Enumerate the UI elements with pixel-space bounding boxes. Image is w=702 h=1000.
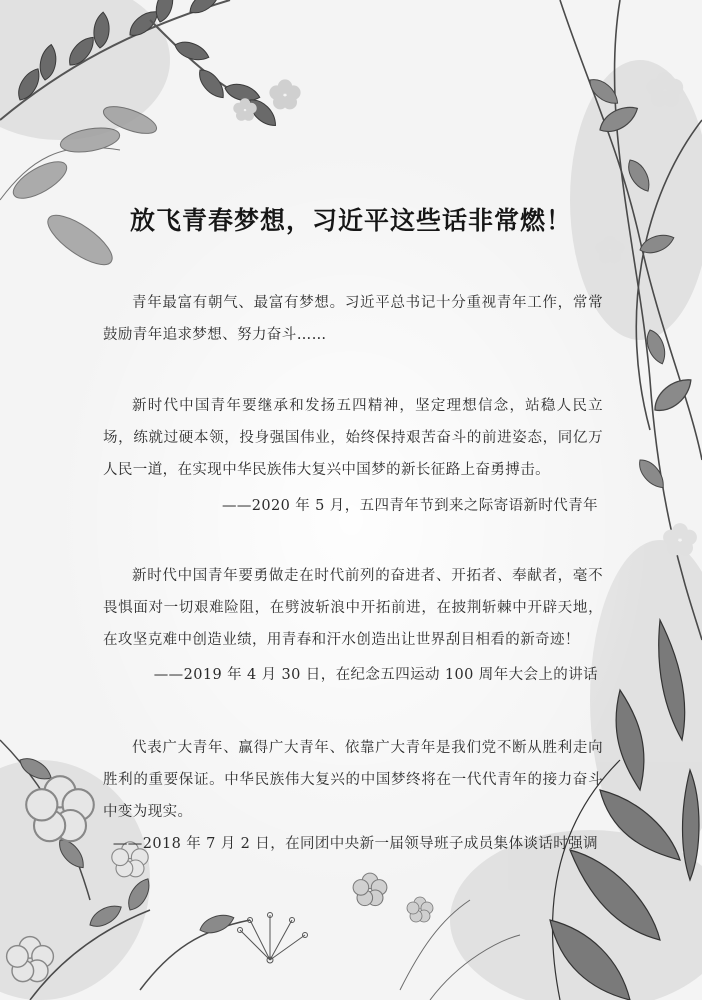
quote-1-text: 新时代中国青年要继承和发扬五四精神，坚定理想信念，站稳人民立场，练就过硬本领，投身强国伟业，始终保持艰苦奋斗的前进姿态，同亿万人民一道，在实现中华民族伟大复兴中国梦的新长征路上奋勇搏击。 (103, 398, 603, 478)
quote-2-source: ——2019 年 4 月 30 日，在纪念五四运动 100 周年大会上的讲话 (153, 667, 598, 683)
quote-3-text: 代表广大青年、赢得广大青年、依靠广大青年是我们党不断从胜利走向胜利的重要保证。中华民族伟大复兴的中国梦终将在一代代青年的接力奋斗中变为现实。 (103, 740, 603, 820)
quote-3-source: ——2018 年 7 月 2 日，在同团中央新一届领导班子成员集体谈话时强调 (112, 836, 598, 852)
quote-2-text: 新时代中国青年要勇做走在时代前列的奋进者、开拓者、奉献者，毫不畏惧面对一切艰难险阻，在劈波斩浪中开拓前进，在披荆斩棘中开辟天地，在攻坚克难中创造业绩，用青春和汗水创造出让世界刮目相看的新奇迹！ (103, 568, 603, 648)
page-title: 放飞青春梦想，习近平这些话非常燃！ (129, 206, 572, 235)
quote-1-source: ——2020 年 5 月，五四青年节到来之际寄语新时代青年 (221, 498, 598, 514)
intro-paragraph: 青年最富有朝气、最富有梦想。习近平总书记十分重视青年工作，常常鼓励青年追求梦想、努力奋斗…… (103, 295, 603, 343)
